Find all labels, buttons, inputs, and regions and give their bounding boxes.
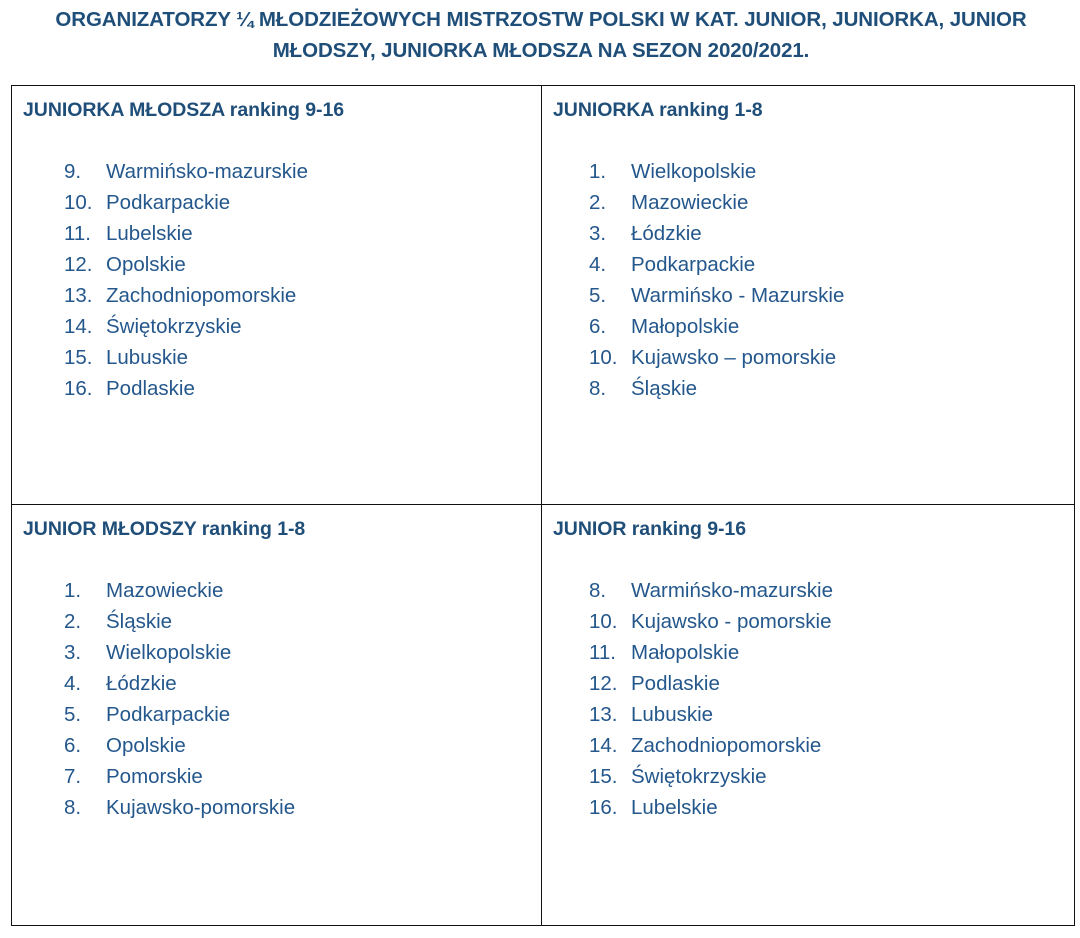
list-item-label: Łódzkie	[631, 222, 702, 245]
list-item-label: Podkarpackie	[106, 191, 231, 214]
list-item-number: 15.	[64, 346, 93, 369]
list-item-number: 2.	[589, 191, 607, 214]
list-item	[64, 373, 541, 404]
list-item-number: 13.	[589, 703, 618, 726]
list-item	[64, 637, 541, 668]
list-item-label: Podlaskie	[106, 377, 195, 400]
list-item-number: 7.	[64, 765, 82, 788]
ranking-list	[23, 156, 541, 404]
list-item-number: 3.	[589, 222, 607, 245]
list-item-number: 11.	[64, 222, 91, 245]
list-item-number: 13.	[64, 284, 93, 307]
list-item-label: Podkarpackie	[631, 253, 756, 276]
list-item-label: Świętokrzyskie	[106, 315, 242, 338]
list-item	[589, 249, 1074, 280]
list-item-number: 16.	[589, 796, 618, 819]
list-item	[589, 218, 1074, 249]
list-item-number: 11.	[589, 641, 616, 664]
list-item	[64, 311, 541, 342]
list-item	[589, 792, 1074, 823]
table-cell-junior-9-16	[542, 505, 1075, 926]
list-item-number: 9.	[64, 160, 82, 183]
list-item	[589, 668, 1074, 699]
list-item-number: 10.	[64, 191, 93, 214]
list-item	[589, 187, 1074, 218]
list-item-label: Pomorskie	[106, 765, 203, 788]
list-item-number: 14.	[64, 315, 93, 338]
list-item-number: 8.	[64, 796, 82, 819]
cell-content	[542, 86, 1074, 504]
list-item-number: 4.	[589, 253, 607, 276]
cell-content	[542, 505, 1074, 925]
list-item-label: Małopolskie	[631, 315, 740, 338]
list-item	[64, 156, 541, 187]
list-item-number: 4.	[64, 672, 82, 695]
list-item-label: Zachodniopomorskie	[106, 284, 297, 307]
list-item-number: 6.	[589, 315, 607, 338]
list-item-number: 1.	[64, 579, 82, 602]
cell-heading: JUNIORKA ranking 1-8	[553, 99, 763, 121]
list-item	[589, 311, 1074, 342]
list-item	[64, 668, 541, 699]
table-row	[12, 86, 1075, 505]
list-item	[589, 606, 1074, 637]
rankings-table	[11, 85, 1075, 926]
cell-heading: JUNIOR ranking 9-16	[553, 518, 747, 540]
list-item-label: Lubuskie	[631, 703, 714, 726]
list-item	[64, 792, 541, 823]
list-item	[589, 730, 1074, 761]
list-item-label: Kujawsko – pomorskie	[631, 346, 837, 369]
list-item	[589, 761, 1074, 792]
list-item-label: Lubuskie	[106, 346, 189, 369]
list-item-label: Wielkopolskie	[106, 641, 232, 664]
list-item-number: 16.	[64, 377, 93, 400]
ranking-list	[553, 156, 1074, 404]
list-item	[64, 761, 541, 792]
list-item-number: 10.	[589, 346, 618, 369]
list-item-number: 1.	[589, 160, 607, 183]
cell-heading: JUNIORKA MŁODSZA ranking 9-16	[23, 99, 345, 121]
list-item	[64, 280, 541, 311]
list-item	[589, 373, 1074, 404]
list-item-label: Podlaskie	[631, 672, 720, 695]
list-item	[64, 218, 541, 249]
table-cell-juniorka-mlodsza-9-16	[12, 86, 542, 505]
list-item	[64, 730, 541, 761]
list-item-label: Warmińsko - Mazurskie	[631, 284, 845, 307]
list-item	[589, 637, 1074, 668]
list-item-label: Lubelskie	[631, 796, 718, 819]
list-item-label: Mazowieckie	[106, 579, 224, 602]
cell-content	[12, 86, 541, 504]
list-item	[64, 249, 541, 280]
list-item-label: Świętokrzyskie	[631, 765, 767, 788]
list-item	[589, 342, 1074, 373]
list-item-label: Opolskie	[106, 253, 186, 276]
list-item-label: Mazowieckie	[631, 191, 749, 214]
list-item-label: Śląskie	[106, 610, 173, 633]
list-item-label: Kujawsko - pomorskie	[631, 610, 832, 633]
list-item-number: 15.	[589, 765, 618, 788]
cell-heading: JUNIOR MŁODSZY ranking 1-8	[23, 518, 306, 540]
table-row	[12, 505, 1075, 926]
list-item-number: 10.	[589, 610, 618, 633]
list-item	[589, 280, 1074, 311]
list-item-label: Kujawsko-pomorskie	[106, 796, 296, 819]
list-item-label: Łódzkie	[106, 672, 177, 695]
list-item	[64, 187, 541, 218]
list-item-label: Opolskie	[106, 734, 186, 757]
table-cell-junior-mlodszy-1-8	[12, 505, 542, 926]
list-item-label: Lubelskie	[106, 222, 193, 245]
list-item-number: 8.	[589, 377, 607, 400]
list-item-label: Wielkopolskie	[631, 160, 757, 183]
list-item-number: 8.	[589, 579, 607, 602]
list-item	[64, 606, 541, 637]
list-item	[64, 699, 541, 730]
page-title: ORGANIZATORZY ¼ MŁODZIEŻOWYCH MISTRZOSTW POLSKI W KAT. JUNIOR, JUNIORKA, JUNIOR MŁODSZY, JUNIORKA MŁODSZA NA SEZON 2020/2021.	[55, 8, 1027, 62]
list-item-label: Warmińsko-mazurskie	[106, 160, 308, 183]
list-item-number: 2.	[64, 610, 82, 633]
list-item-label: Podkarpackie	[106, 703, 231, 726]
list-item-number: 5.	[64, 703, 82, 726]
list-item	[589, 699, 1074, 730]
list-item-number: 12.	[64, 253, 93, 276]
list-item	[64, 342, 541, 373]
ranking-list	[23, 575, 541, 823]
list-item-number: 5.	[589, 284, 607, 307]
list-item-number: 12.	[589, 672, 618, 695]
list-item	[589, 156, 1074, 187]
list-item-label: Małopolskie	[631, 641, 740, 664]
list-item-label: Zachodniopomorskie	[631, 734, 822, 757]
cell-content	[12, 505, 541, 925]
list-item	[64, 575, 541, 606]
list-item-label: Śląskie	[631, 377, 698, 400]
list-item-label: Warmińsko-mazurskie	[631, 579, 833, 602]
list-item-number: 14.	[589, 734, 618, 757]
list-item	[589, 575, 1074, 606]
list-item-number: 3.	[64, 641, 82, 664]
ranking-list	[553, 575, 1074, 823]
table-cell-juniorka-1-8	[542, 86, 1075, 505]
list-item-number: 6.	[64, 734, 82, 757]
